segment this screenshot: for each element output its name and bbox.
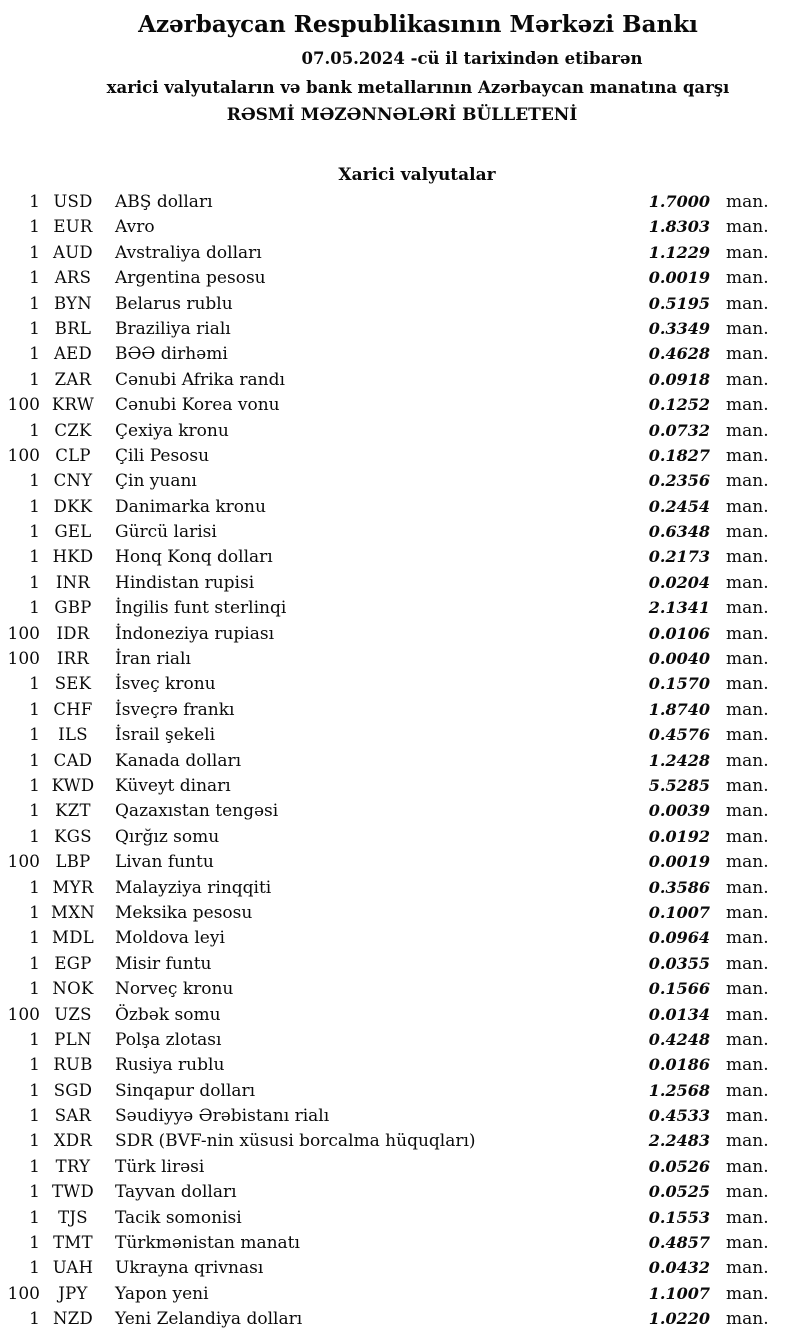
row-quantity: 1	[29, 344, 40, 365]
currency-row	[0, 367, 800, 392]
currency-row	[0, 418, 800, 443]
row-currency-code: EGP	[54, 953, 92, 973]
row-rate: 0.4533	[648, 1106, 710, 1126]
row-quantity: 1	[29, 1029, 40, 1050]
row-quantity: 100	[7, 445, 40, 466]
row-rate: 0.6348	[648, 522, 710, 542]
row-quantity: 1	[29, 826, 40, 847]
row-currency-code: TMT	[53, 1233, 93, 1253]
row-currency-code: NOK	[52, 979, 94, 999]
currency-row	[0, 392, 800, 417]
row-currency-code: JPY	[58, 1283, 88, 1303]
row-currency-code: SAR	[54, 1106, 92, 1126]
row-rate: 0.4248	[648, 1029, 710, 1049]
row-currency-name: İsveçrə frankı	[115, 699, 235, 720]
row-unit-label: man.	[726, 826, 769, 847]
row-unit-label: man.	[726, 192, 769, 212]
row-quantity: 1	[29, 547, 40, 568]
currency-row	[0, 925, 800, 950]
row-quantity: 1	[29, 1080, 40, 1101]
currency-row	[0, 697, 800, 722]
row-quantity: 1	[29, 1233, 40, 1254]
row-currency-code: ZAR	[54, 369, 92, 389]
row-currency-code: KZT	[55, 801, 91, 821]
row-unit-label: man.	[726, 623, 769, 644]
row-quantity: 1	[29, 902, 40, 923]
row-currency-name: Ukrayna qrivnası	[115, 1258, 264, 1279]
row-quantity: 100	[7, 395, 40, 416]
currency-row	[0, 773, 800, 798]
row-unit-label: man.	[726, 471, 769, 492]
row-quantity: 1	[29, 953, 40, 974]
currency-row	[0, 240, 800, 265]
row-unit-label: man.	[726, 547, 769, 568]
row-rate: 5.5285	[648, 775, 710, 795]
currency-row	[0, 468, 800, 493]
row-unit-label: man.	[726, 1029, 769, 1050]
row-rate: 0.3349	[648, 318, 710, 338]
row-rate: 0.0355	[648, 953, 710, 973]
currency-row	[0, 341, 800, 366]
row-currency-name: BƏƏ dirhəmi	[115, 344, 228, 365]
row-currency-code: TWD	[51, 1182, 95, 1202]
section-title-foreign-currencies: Xarici valyutalar	[338, 165, 496, 185]
row-quantity: 1	[29, 725, 40, 746]
row-currency-code: ILS	[58, 725, 88, 745]
row-currency-code: BRL	[54, 318, 92, 338]
currency-row	[0, 316, 800, 341]
row-rate: 0.4628	[648, 344, 710, 364]
currency-row	[0, 595, 800, 620]
row-rate: 0.1566	[648, 979, 710, 999]
row-rate: 0.0525	[648, 1182, 710, 1202]
bulletin-title: RƏSMİ MƏZƏNNƏLƏRİ BÜLLETENİ	[226, 105, 578, 125]
row-rate: 0.0732	[648, 420, 710, 440]
row-quantity: 100	[7, 649, 40, 670]
row-unit-label: man.	[726, 293, 769, 314]
currency-row	[0, 544, 800, 569]
row-currency-name: Avro	[115, 217, 155, 238]
row-currency-code: CHF	[53, 699, 93, 719]
row-currency-name: Gürcü larisi	[115, 522, 217, 543]
bulletin-header	[0, 10, 800, 127]
row-unit-label: man.	[726, 496, 769, 517]
row-rate: 0.0019	[648, 852, 710, 872]
row-currency-name: İran rialı	[115, 649, 191, 670]
row-quantity: 1	[29, 877, 40, 898]
row-currency-name: Tacik somonisi	[115, 1207, 242, 1228]
row-currency-name: Özbək somu	[115, 1004, 221, 1025]
row-unit-label: man.	[726, 522, 769, 543]
row-unit-label: man.	[726, 649, 769, 670]
row-currency-name: Yeni Zelandiya dolları	[115, 1309, 303, 1330]
row-quantity: 1	[29, 1055, 40, 1076]
row-unit-label: man.	[726, 801, 769, 822]
row-currency-name: Danimarka kronu	[115, 496, 266, 517]
row-currency-code: EUR	[53, 217, 93, 237]
row-currency-code: IRR	[56, 649, 90, 669]
row-quantity: 1	[29, 1309, 40, 1330]
row-currency-code: TJS	[58, 1207, 88, 1227]
row-currency-code: GBP	[54, 598, 92, 618]
effective-date-line: 07.05.2024 -cü il tarixindən etibarən	[301, 49, 643, 68]
row-quantity: 1	[29, 979, 40, 1000]
row-rate: 1.0220	[648, 1309, 710, 1329]
row-rate: 0.5195	[648, 293, 710, 313]
row-currency-name: İngilis funt sterlinqi	[115, 598, 287, 619]
row-quantity: 1	[29, 192, 40, 212]
row-quantity: 100	[7, 852, 40, 873]
row-unit-label: man.	[726, 598, 769, 619]
row-unit-label: man.	[726, 1283, 769, 1304]
currency-row	[0, 265, 800, 290]
row-rate: 0.0204	[648, 572, 710, 592]
currency-row	[0, 494, 800, 519]
row-rate: 0.1827	[648, 445, 710, 465]
row-quantity: 1	[29, 750, 40, 771]
row-currency-name: Moldova leyi	[115, 928, 225, 949]
row-quantity: 1	[29, 242, 40, 263]
currency-row	[0, 1179, 800, 1204]
currency-row	[0, 646, 800, 671]
row-currency-code: PLN	[54, 1029, 92, 1049]
row-quantity: 1	[29, 369, 40, 390]
currency-row	[0, 1154, 800, 1179]
row-rate: 0.2173	[648, 547, 710, 567]
row-quantity: 1	[29, 572, 40, 593]
row-rate: 0.1570	[648, 674, 710, 694]
row-quantity: 1	[29, 471, 40, 492]
row-currency-code: DKK	[53, 496, 93, 516]
row-unit-label: man.	[726, 699, 769, 720]
row-currency-code: INR	[55, 572, 91, 592]
row-currency-name: Braziliya rialı	[115, 318, 231, 339]
row-unit-label: man.	[726, 877, 769, 898]
row-unit-label: man.	[726, 928, 769, 949]
row-currency-name: Cənubi Korea vonu	[115, 395, 280, 416]
row-currency-name: Qazaxıstan tengəsi	[115, 801, 279, 822]
row-quantity: 1	[29, 699, 40, 720]
row-quantity: 100	[7, 623, 40, 644]
row-rate: 0.0019	[648, 268, 710, 288]
row-currency-code: MDL	[52, 928, 94, 948]
currency-row	[0, 748, 800, 773]
row-currency-name: Çili Pesosu	[115, 445, 210, 466]
row-unit-label: man.	[726, 572, 769, 593]
row-currency-code: CZK	[54, 420, 92, 440]
currency-row	[0, 824, 800, 849]
currency-row	[0, 1052, 800, 1077]
currency-row	[0, 849, 800, 874]
row-currency-name: Çexiya kronu	[115, 420, 229, 441]
row-currency-name: Meksika pesosu	[115, 902, 253, 923]
row-currency-code: IDR	[56, 623, 90, 643]
row-rate: 2.1341	[648, 598, 710, 618]
row-currency-name: Norveç kronu	[115, 979, 234, 1000]
row-unit-label: man.	[726, 344, 769, 365]
row-unit-label: man.	[726, 953, 769, 974]
row-currency-name: İsrail şekeli	[115, 725, 215, 746]
row-unit-label: man.	[726, 1131, 769, 1152]
currency-row	[0, 875, 800, 900]
currency-row	[0, 976, 800, 1001]
row-quantity: 1	[29, 598, 40, 619]
row-quantity: 1	[29, 775, 40, 796]
row-rate: 1.8303	[648, 217, 710, 237]
row-currency-code: XDR	[53, 1131, 93, 1151]
row-unit-label: man.	[726, 1004, 769, 1025]
row-unit-label: man.	[726, 674, 769, 695]
row-rate: 0.0039	[648, 801, 710, 821]
row-rate: 0.0964	[648, 928, 710, 948]
currency-row	[0, 214, 800, 239]
row-quantity: 1	[29, 496, 40, 517]
row-unit-label: man.	[726, 395, 769, 416]
row-currency-code: AUD	[53, 242, 93, 262]
row-unit-label: man.	[726, 1233, 769, 1254]
currency-row	[0, 1205, 800, 1230]
currency-row	[0, 443, 800, 468]
row-quantity: 1	[29, 420, 40, 441]
row-currency-name: SDR (BVF-nin xüsusi borcalma hüquqları)	[115, 1131, 476, 1152]
row-currency-name: Avstraliya dolları	[115, 242, 262, 263]
row-quantity: 1	[29, 1258, 40, 1279]
row-currency-name: Polşa zlotası	[115, 1029, 222, 1050]
row-rate: 0.3586	[648, 877, 710, 897]
row-quantity: 1	[29, 674, 40, 695]
row-currency-code: KGS	[54, 826, 92, 846]
row-unit-label: man.	[726, 1055, 769, 1076]
row-unit-label: man.	[726, 420, 769, 441]
row-unit-label: man.	[726, 445, 769, 466]
currency-row	[0, 1103, 800, 1128]
row-currency-name: İsveç kronu	[115, 674, 216, 695]
row-rate: 0.0192	[648, 826, 710, 846]
row-unit-label: man.	[726, 1182, 769, 1203]
currency-row	[0, 1255, 800, 1280]
row-rate: 0.0186	[648, 1055, 710, 1075]
row-currency-code: ARS	[54, 268, 92, 288]
row-currency-code: MYR	[52, 877, 94, 897]
row-unit-label: man.	[726, 1309, 769, 1330]
currency-row	[0, 1281, 800, 1306]
row-currency-code: UZS	[54, 1004, 92, 1024]
row-currency-code: GEL	[54, 522, 92, 542]
row-currency-code: AED	[53, 344, 93, 364]
row-rate: 1.1007	[648, 1283, 710, 1303]
currency-row	[0, 1306, 800, 1331]
row-quantity: 1	[29, 928, 40, 949]
row-currency-code: MXN	[51, 902, 95, 922]
row-rate: 0.4576	[648, 725, 710, 745]
row-currency-code: LBP	[55, 852, 91, 872]
currency-row	[0, 570, 800, 595]
currency-row	[0, 291, 800, 316]
row-currency-code: SEK	[54, 674, 92, 694]
row-currency-code: TRY	[55, 1156, 91, 1176]
row-rate: 0.0526	[648, 1156, 710, 1176]
row-unit-label: man.	[726, 242, 769, 263]
row-rate: 0.0040	[648, 649, 710, 669]
row-currency-name: Qırğız somu	[115, 826, 220, 847]
row-currency-name: Çin yuanı	[115, 471, 197, 492]
row-quantity: 1	[29, 1207, 40, 1228]
row-rate: 1.2568	[648, 1080, 710, 1100]
row-currency-name: Səudiyyə Ərəbistanı rialı	[115, 1106, 330, 1127]
row-currency-code: CNY	[53, 471, 93, 491]
row-currency-code: KWD	[51, 775, 95, 795]
row-currency-name: Sinqapur dolları	[115, 1080, 256, 1101]
row-quantity: 1	[29, 522, 40, 543]
row-unit-label: man.	[726, 217, 769, 238]
row-currency-code: CLP	[55, 445, 91, 465]
row-currency-code: KRW	[51, 395, 95, 415]
currency-row	[0, 1002, 800, 1027]
row-unit-label: man.	[726, 979, 769, 1000]
row-unit-label: man.	[726, 318, 769, 339]
row-currency-code: USD	[53, 192, 93, 211]
row-rate: 0.0918	[648, 369, 710, 389]
row-quantity: 1	[29, 1106, 40, 1127]
row-currency-code: HKD	[52, 547, 94, 567]
row-rate: 0.1007	[648, 902, 710, 922]
currency-row	[0, 1027, 800, 1052]
row-currency-name: Küveyt dinarı	[115, 775, 231, 796]
row-currency-name: Livan funtu	[115, 852, 214, 873]
currency-row	[0, 798, 800, 823]
row-rate: 0.0134	[648, 1004, 710, 1024]
currency-row	[0, 951, 800, 976]
row-unit-label: man.	[726, 268, 769, 289]
row-currency-code: UAH	[52, 1258, 94, 1278]
currency-row	[0, 671, 800, 696]
row-rate: 1.2428	[648, 750, 710, 770]
currency-row	[0, 1128, 800, 1153]
row-quantity: 1	[29, 801, 40, 822]
bank-title: Azərbaycan Respublikasının Mərkəzi Bankı	[138, 11, 698, 38]
row-rate: 1.8740	[648, 699, 710, 719]
row-quantity: 1	[29, 1131, 40, 1152]
row-quantity: 1	[29, 1182, 40, 1203]
row-rate: 1.7000	[648, 192, 710, 211]
row-rate: 1.1229	[648, 242, 710, 262]
row-quantity: 100	[7, 1004, 40, 1025]
row-currency-code: SGD	[53, 1080, 93, 1100]
row-currency-name: Yapon yeni	[115, 1283, 209, 1304]
row-unit-label: man.	[726, 775, 769, 796]
subtitle-line: xarici valyutaların və bank metallarının Azərbaycan manatına qarşı	[106, 78, 730, 97]
row-unit-label: man.	[726, 1258, 769, 1279]
currency-row	[0, 722, 800, 747]
row-currency-code: RUB	[53, 1055, 93, 1075]
row-currency-name: Tayvan dolları	[115, 1182, 237, 1203]
currency-row	[0, 1078, 800, 1103]
currency-row	[0, 900, 800, 925]
row-quantity: 1	[29, 217, 40, 238]
row-rate: 2.2483	[648, 1131, 710, 1151]
row-currency-code: CAD	[53, 750, 93, 770]
currency-row	[0, 189, 800, 214]
row-currency-name: Hindistan rupisi	[115, 572, 255, 593]
currency-row	[0, 621, 800, 646]
currency-row	[0, 1230, 800, 1255]
row-currency-name: Misir funtu	[115, 953, 212, 974]
row-currency-name: Argentina pesosu	[115, 268, 266, 289]
row-currency-name: Türk lirəsi	[115, 1156, 205, 1177]
row-rate: 0.0432	[648, 1258, 710, 1278]
row-currency-name: Belarus rublu	[115, 293, 233, 314]
row-quantity: 1	[29, 318, 40, 339]
row-currency-code: NZD	[52, 1309, 94, 1329]
row-currency-name: Türkmənistan manatı	[115, 1233, 300, 1254]
currency-row	[0, 519, 800, 544]
row-unit-label: man.	[726, 902, 769, 923]
row-unit-label: man.	[726, 369, 769, 390]
row-rate: 0.1252	[648, 395, 710, 415]
row-unit-label: man.	[726, 725, 769, 746]
row-rate: 0.2454	[648, 496, 710, 516]
row-currency-name: Kanada dolları	[115, 750, 242, 771]
row-quantity: 1	[29, 1156, 40, 1177]
row-quantity: 100	[7, 1283, 40, 1304]
row-quantity: 1	[29, 268, 40, 289]
row-currency-name: Rusiya rublu	[115, 1055, 225, 1076]
row-rate: 0.0106	[648, 623, 710, 643]
row-currency-name: Malayziya rinqqiti	[115, 877, 272, 898]
row-quantity: 1	[29, 293, 40, 314]
row-currency-name: İndoneziya rupiası	[115, 623, 275, 644]
currency-table	[0, 189, 800, 1332]
row-currency-name: ABŞ dolları	[115, 192, 213, 212]
row-unit-label: man.	[726, 852, 769, 873]
row-unit-label: man.	[726, 1207, 769, 1228]
row-rate: 0.1553	[648, 1207, 710, 1227]
row-rate: 0.2356	[648, 471, 710, 491]
row-unit-label: man.	[726, 1156, 769, 1177]
row-currency-name: Honq Konq dolları	[115, 547, 273, 568]
row-unit-label: man.	[726, 750, 769, 771]
row-unit-label: man.	[726, 1080, 769, 1101]
row-unit-label: man.	[726, 1106, 769, 1127]
row-currency-name: Cənubi Afrika randı	[115, 369, 285, 390]
row-currency-code: BYN	[53, 293, 93, 313]
row-rate: 0.4857	[648, 1233, 710, 1253]
